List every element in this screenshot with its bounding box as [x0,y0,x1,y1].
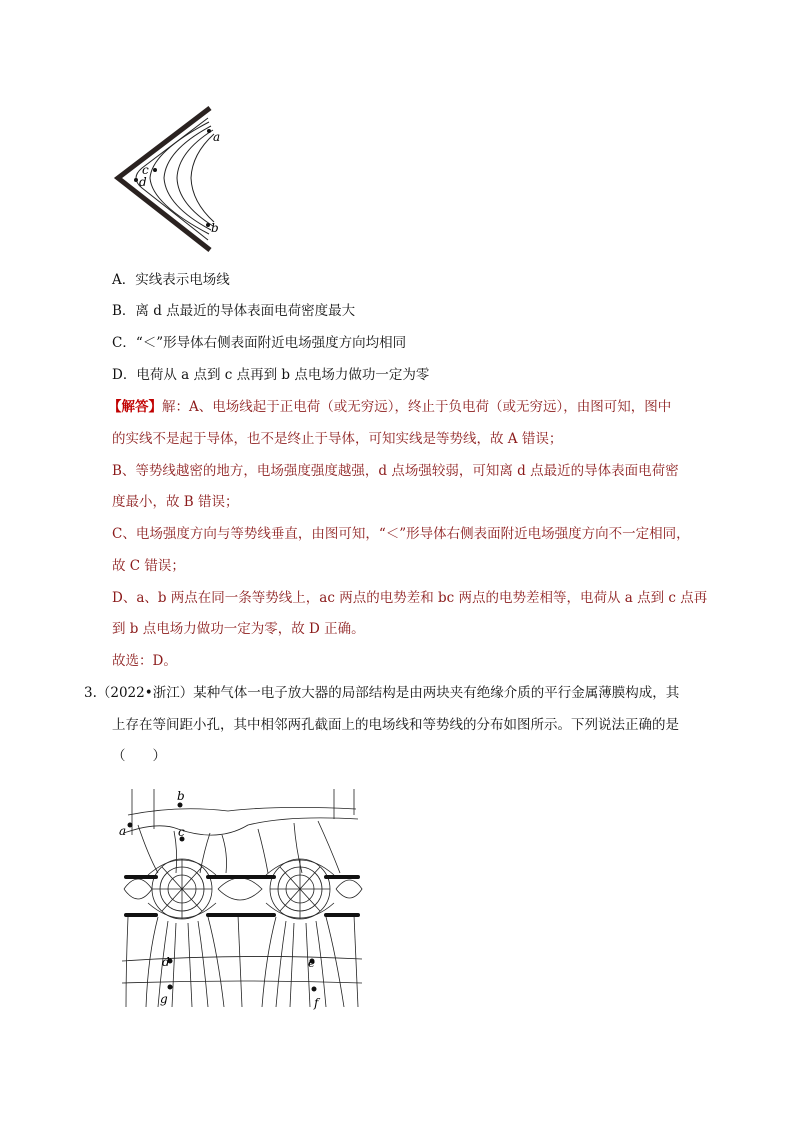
label-a: a [213,130,221,144]
label-d: d [139,175,147,189]
solution-line-1: 【解答】解：A、电场线起于正电荷（或无穷远），终止于负电荷（或无穷远），由图可知，图中 [108,399,672,415]
label-c: c [142,163,149,177]
equipotential-line [164,126,211,230]
point-g [168,985,173,990]
solution-line-6: 故 C 错误； [112,558,185,574]
label-f: f [314,996,319,1010]
solution-line-3: B、等势线越密的地方，电场强度强度越强，d 点场强较弱，可知离 d 点最近的导体表面电荷密 [112,463,679,479]
label-b: b [177,789,185,803]
question3-line-3: （ ） [112,748,166,764]
option-d: D．电荷从 a 点到 c 点再到 b 点电场力做功一定为零 [112,367,430,383]
point-b [206,223,210,227]
point-b [178,803,183,808]
question3-line-2: 上存在等间距小孔，其中相邻两孔截面上的电场线和等势线的分布如图所示。下列说法正确的是 [112,717,679,733]
solution-tag: 【解答】 [108,399,162,415]
option-a: A．实线表示电场线 [112,272,230,288]
solution-line-5: C、电场强度方向与等势线垂直，由图可知，“＜”形导体右侧表面附近电场强度方向不一定相同， [112,526,690,542]
solution-choice: 故选：D。 [112,653,177,669]
option-b: B．离 d 点最近的导体表面电荷密度最大 [112,303,356,319]
equipotential-line [191,134,214,222]
amplifier-figure [118,785,366,1011]
solution-line-4: 度最小，故 B 错误； [112,494,239,510]
point-a [128,823,133,828]
equipotential-line [177,130,213,226]
label-d: d [162,955,170,969]
solution-line-8: 到 b 点电场力做功一定为零，故 D 正确。 [112,621,365,637]
point-f [312,987,317,992]
conductor-figure [112,104,228,256]
point-d [134,178,138,182]
label-g: g [160,992,168,1006]
solution-line-2: 的实线不是起于导体，也不是终止于导体，可知实线是等势线，故 A 错误； [112,431,563,447]
label-b: b [211,221,219,235]
label-a: a [119,824,127,838]
option-c: C．“＜”形导体右侧表面附近电场强度方向均相同 [112,335,407,351]
solution-line-7: D、a、b 两点在同一条等势线上，ac 两点的电势差和 bc 两点的电势差相等，电荷从 a 点到 c 点再 [112,590,708,606]
label-c: c [178,825,185,839]
point-a [207,129,211,133]
question3-line-1: 3.（2022•浙江）某种气体一电子放大器的局部结构是由两块夹有绝缘介质的平行金属薄膜构成，其 [84,685,680,701]
point-c [153,168,157,172]
label-e: e [308,956,316,970]
